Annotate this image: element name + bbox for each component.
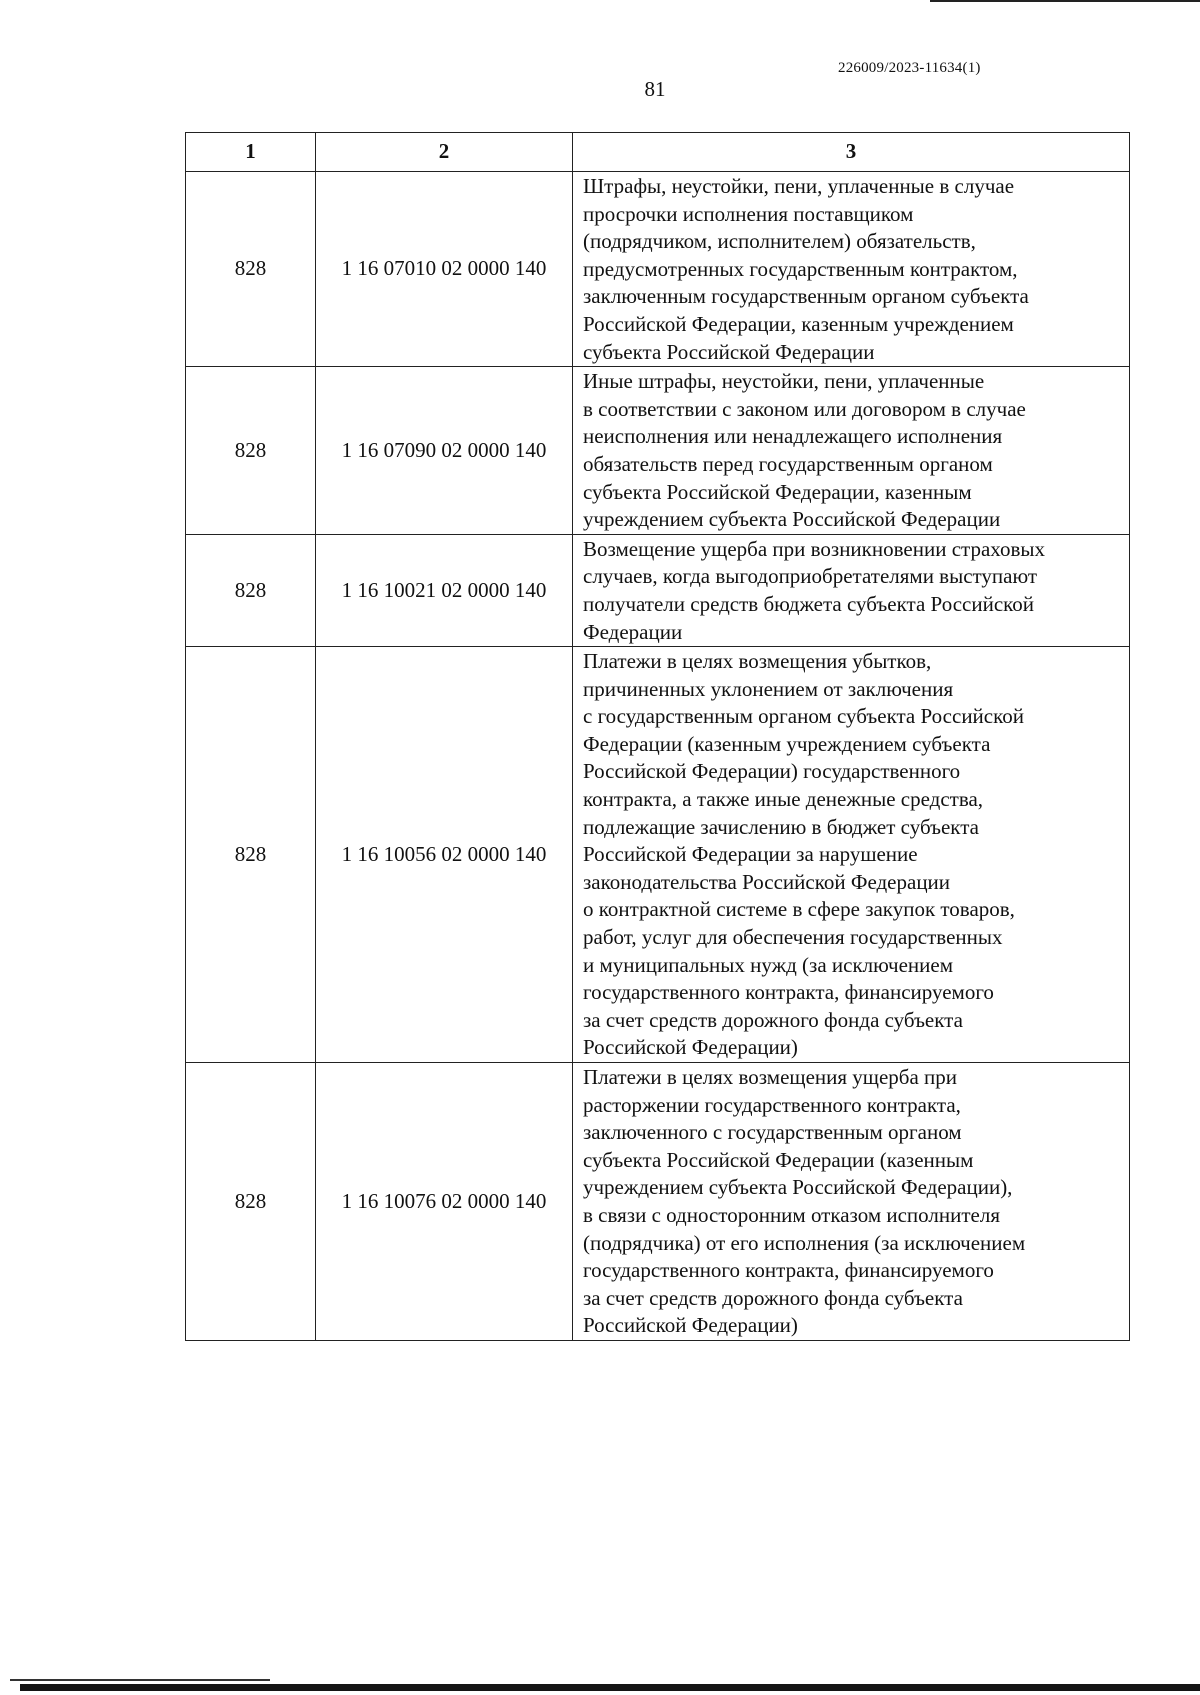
- revenue-description-cell: Иные штрафы, неустойки, пени, уплаченные в соответствии с законом или договором в случае неисполнения или ненадлежащего исполнения обязательств перед государственным органом субъекта Российской Федерации, казенным учреждением субъекта Российской Федерации: [573, 367, 1130, 535]
- administrator-code-cell: 828: [186, 647, 316, 1063]
- revenue-description-cell: Возмещение ущерба при возникновении страховых случаев, когда выгодоприобретателями выступают получатели средств бюджета субъекта Российской Федерации: [573, 534, 1130, 646]
- column-header-2: 2: [316, 133, 573, 172]
- scan-bottom-bar: [20, 1684, 1200, 1691]
- revenue-description-cell: Платежи в целях возмещения ущерба при расторжении государственного контракта, заключенного с государственным органом субъекта Российской Федерации (казенным учреждением субъекта Российской Федерации), в связи с односторонним отказом исполнителя (подрядчика) от его исполнения (за исключением государственного контракта, финансируемого за счет средств дорожного фонда субъекта Российской Федерации): [573, 1063, 1130, 1341]
- page-number: 81: [644, 77, 666, 101]
- table-row: [186, 367, 1130, 535]
- table-row: [186, 1063, 1130, 1341]
- administrator-code-cell: 828: [186, 172, 316, 367]
- revenue-description-cell: Штрафы, неустойки, пени, уплаченные в случае просрочки исполнения поставщиком (подрядчиком, исполнителем) обязательств, предусмотренных государственным контрактом, заключенным государственным органом субъекта Российской Федерации, казенным учреждением субъекта Российской Федерации: [573, 172, 1130, 367]
- scan-edge-line: [10, 1679, 270, 1681]
- administrator-code-cell: 828: [186, 1063, 316, 1341]
- revenue-description-cell: Платежи в целях возмещения убытков, причиненных уклонением от заключения с государственным органом субъекта Российской Федерации (казенным учреждением субъекта Российской Федерации) государственного контракта, а также иные денежные средства, подлежащие зачислению в бюджет субъекта Российской Федерации за нарушение законодательства Российской Федерации о контрактной системе в сфере закупок товаров, работ, услуг для обеспечения государственных и муниципальных нужд (за исключением государственного контракта, финансируемого за счет средств дорожного фонда субъекта Российской Федерации): [573, 647, 1130, 1063]
- page-top-edge-line: [930, 0, 1200, 2]
- table-row: [186, 647, 1130, 1063]
- administrator-code-cell: 828: [186, 534, 316, 646]
- table-row: [186, 172, 1130, 367]
- budget-classification-code-cell: 1 16 07010 02 0000 140: [316, 172, 573, 367]
- administrator-code-cell: 828: [186, 367, 316, 535]
- budget-classification-code-cell: 1 16 10021 02 0000 140: [316, 534, 573, 646]
- budget-codes-table: [185, 132, 1130, 1341]
- table-header-row: [186, 133, 1130, 172]
- document-registration-number: 226009/2023-11634(1): [838, 60, 981, 76]
- budget-classification-code-cell: 1 16 07090 02 0000 140: [316, 367, 573, 535]
- budget-classification-code-cell: 1 16 10056 02 0000 140: [316, 647, 573, 1063]
- budget-classification-code-cell: 1 16 10076 02 0000 140: [316, 1063, 573, 1341]
- column-header-3: 3: [573, 133, 1130, 172]
- column-header-1: 1: [186, 133, 316, 172]
- table-row: [186, 534, 1130, 646]
